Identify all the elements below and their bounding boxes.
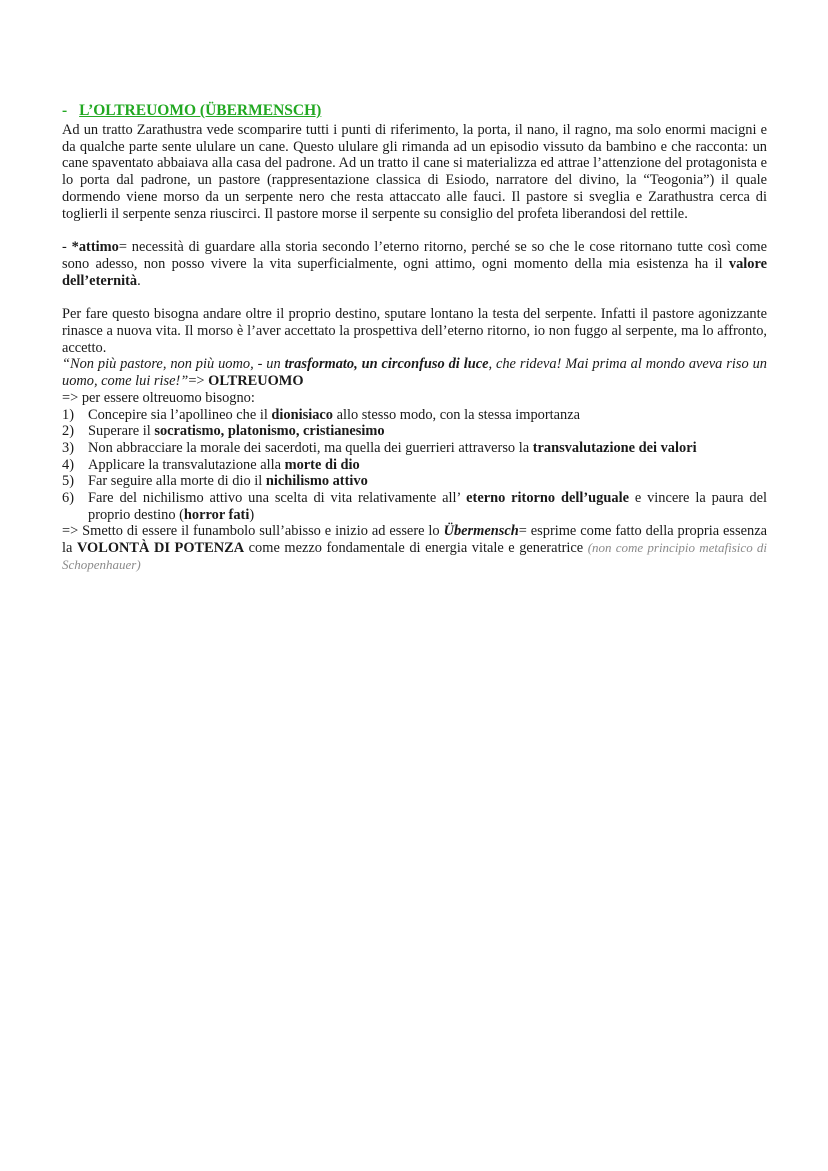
heading-title: L’OLTREUOMO (ÜBERMENSCH) (79, 102, 322, 119)
list-intro: => per essere oltreuomo bisogno: (62, 389, 255, 406)
quote-zarathustra: “Non più pastore, non più uomo, - un trasformato, un circonfuso di luce, che rideva! Mai prima al mondo aveva riso un uomo, come lui rise!”=> OLTREUOMO (62, 356, 767, 390)
document-page (62, 101, 767, 574)
term-attimo: *attimo (71, 239, 119, 256)
heading-dash: - (62, 102, 68, 119)
term-oltreuomo: OLTREUOMO (208, 373, 304, 390)
list-item: 4) Applicare la transvalutazione alla morte di dio (62, 456, 360, 473)
term-volonta-di-potenza: VOLONTÀ DI POTENZA (76, 540, 245, 557)
list-item: 3) Non abbracciare la morale dei sacerdoti, ma quella dei guerrieri attraverso la transvalutazione dei valori (62, 439, 697, 456)
list-item: 5) Far seguire alla morte di dio il nichilismo attivo (62, 473, 368, 490)
paragraph-conclusion: => Smetto di essere il funambolo sull’abisso e inizio ad essere lo Übermensch= esprime come fatto della propria essenza la VOLONTÀ DI POTENZA come mezzo fondamentale di energia vitale e generatrice (non come principio metafisico di Schopenhauer) (62, 523, 768, 572)
list-item: 6) Fare del nichilismo attivo una scelta di vita relativamente all’ eterno ritorno dell’uguale e vincere la paura del proprio destino (horror fati) (62, 490, 767, 523)
paragraph-story: Ad un tratto Zarathustra vede scomparire tutti i punti di riferimento, la porta, il nano, il ragno, ma solo enormi macigni e da qualche parte sente ululare un cane. Questo ululare gli rimanda ad un episodio vissuto da bambino e che racconta: un cane spaventato abbaiava alla casa del padrone. Ad un tratto il cane si materializza ed attrae l’attenzione del protagonista e lo porta dal padrone, un pastore (rappresentazione classica di Esiodo, narratore del divino, la “Teogonia”) il quale dormendo viene morso da un serpente nero che resta attaccato alle fauci. Il pastore si sveglia e Zarathustra cerca di toglierli il serpente senza riuscirci. Il pastore morse il serpente su consiglio del profeta liberandosi del rettile. (62, 122, 767, 222)
term-valore-eternita: valore dell’eternità (62, 255, 767, 289)
list-item: 2) Superare il socratismo, platonismo, cristianesimo (62, 423, 385, 440)
requirements-list (62, 407, 767, 524)
note-schopenhauer: (non come principio metafisico di Schopenhauer) (62, 540, 768, 572)
section-heading (62, 101, 767, 121)
paragraph-destino: Per fare questo bisogna andare oltre il proprio destino, sputare lontano la testa del serpente. Infatti il pastore agonizzante rinasce a nuova vita. Il morso è l’aver accettato la prospettiva dell’eterno ritorno, io non fuggo al serpente, ma lo affronto, accetto. (62, 306, 767, 356)
paragraph-attimo: - *attimo= necessità di guardare alla storia secondo l’eterno ritorno, perché se so che le cose ritornano tutte così come sono adesso, non posso vivere la vita superficialmente, ogni attimo, ogni momento della mia esistenza ha il valore dell’eternità. (62, 239, 767, 289)
term-ubermensch: Übermensch (443, 523, 519, 540)
list-item: 1) Concepire sia l’apollineo che il dionisiaco allo stesso modo, con la stessa importanza (62, 406, 580, 423)
